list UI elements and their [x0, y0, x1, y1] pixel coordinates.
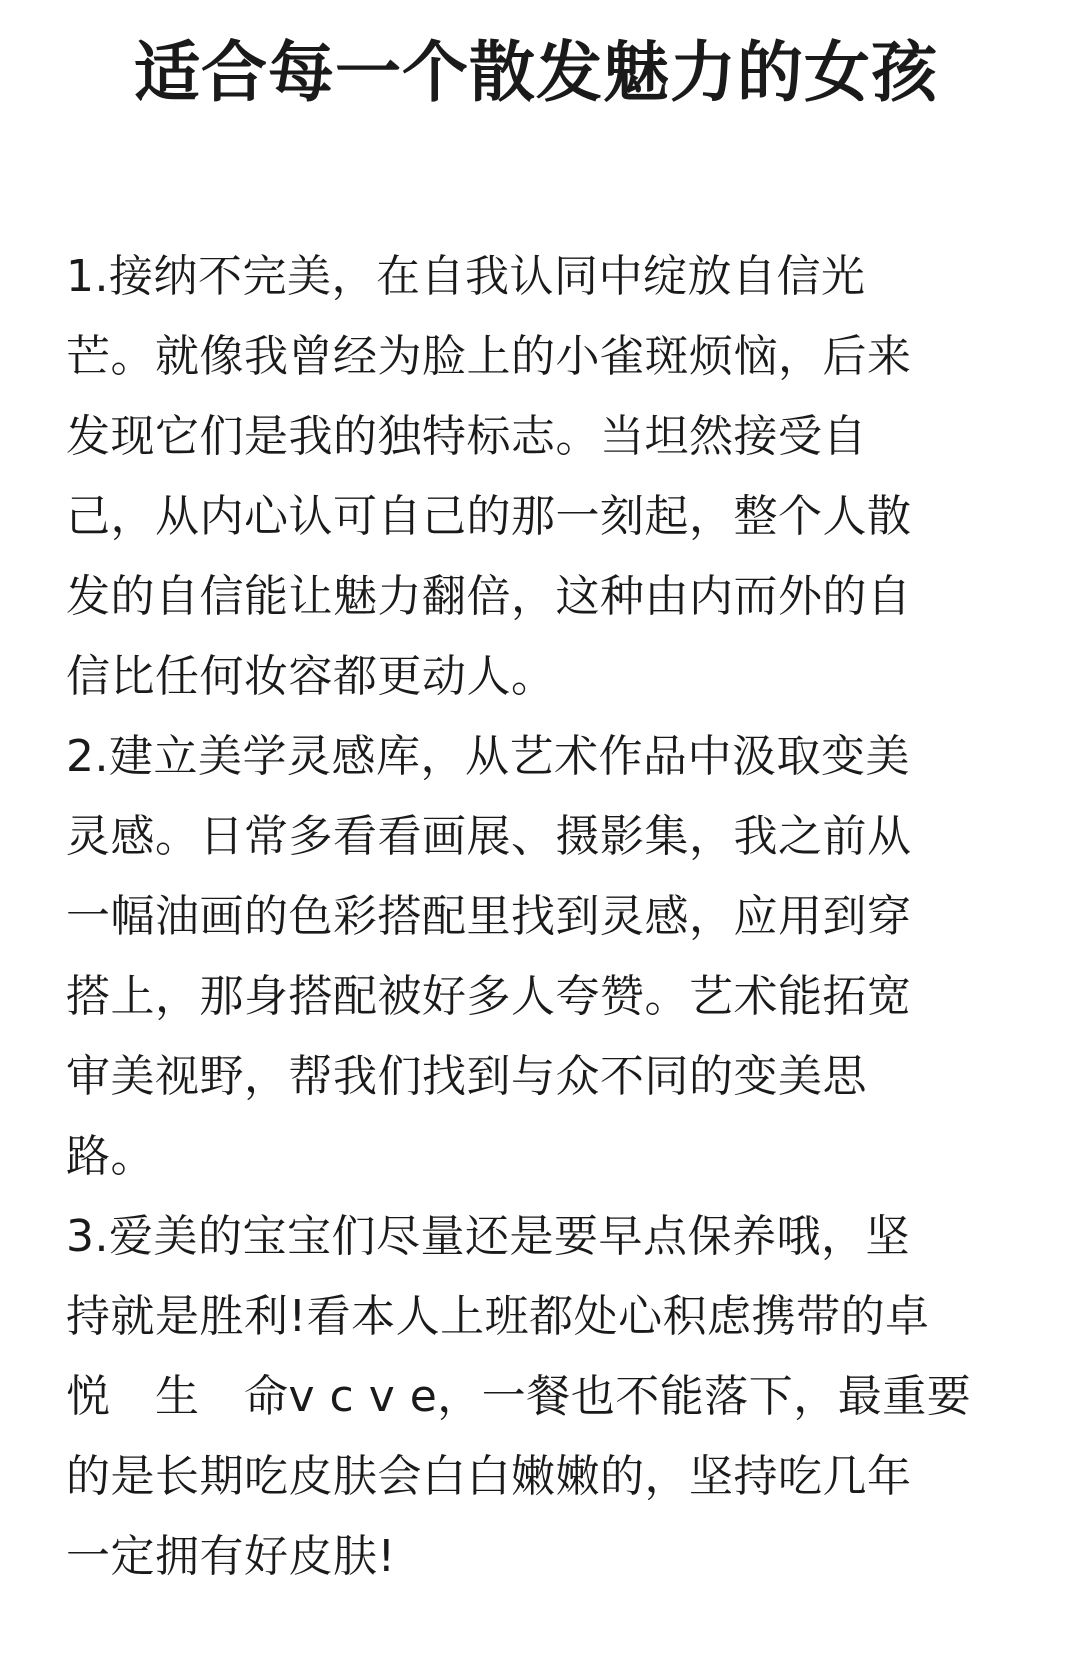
paragraph-2 — [66, 717, 1006, 1197]
text-line: 3.爱美的宝宝们尽量还是要早点保养哦，坚 — [66, 1211, 910, 1262]
text-line: 的是长期吃皮肤会白白嫩嫩的，坚持吃几年 — [66, 1451, 912, 1502]
text-line: 2.建立美学灵感库，从艺术作品中汲取变美 — [66, 731, 910, 782]
text-line: 一定拥有好皮肤! — [66, 1531, 396, 1582]
paragraph-1 — [66, 237, 1006, 717]
text-line: 灵感。日常多看看画展、摄影集，我之前从 — [66, 811, 912, 862]
text-line: 一幅油画的色彩搭配里找到灵感，应用到穿 — [66, 891, 912, 942]
article-body — [66, 237, 1006, 1597]
page-title: 适合每一个散发魅力的女孩 — [134, 34, 938, 111]
text-line: 发的自信能让魅力翻倍，这种由内而外的自 — [66, 571, 912, 622]
text-line: 芒。就像我曾经为脸上的小雀斑烦恼，后来 — [66, 331, 912, 382]
text-line: 审美视野，帮我们找到与众不同的变美思 — [66, 1051, 867, 1102]
text-line: 信比任何妆容都更动人。 — [66, 651, 556, 702]
text-line: 路。 — [66, 1131, 155, 1182]
text-line: 持就是胜利!看本人上班都处心积虑携带的卓 — [66, 1291, 930, 1342]
text-line: 1.接纳不完美，在自我认同中绽放自信光 — [66, 251, 866, 302]
text-line: 悦 生 命v c v e，一餐也不能落下，最重要 — [66, 1371, 972, 1422]
text-line: 搭上，那身搭配被好多人夸赞。艺术能拓宽 — [66, 971, 912, 1022]
paragraph-3 — [66, 1197, 1006, 1597]
text-line: 发现它们是我的独特标志。当坦然接受自 — [66, 411, 867, 462]
text-line: 己，从内心认可自己的那一刻起，整个人散 — [66, 491, 912, 542]
